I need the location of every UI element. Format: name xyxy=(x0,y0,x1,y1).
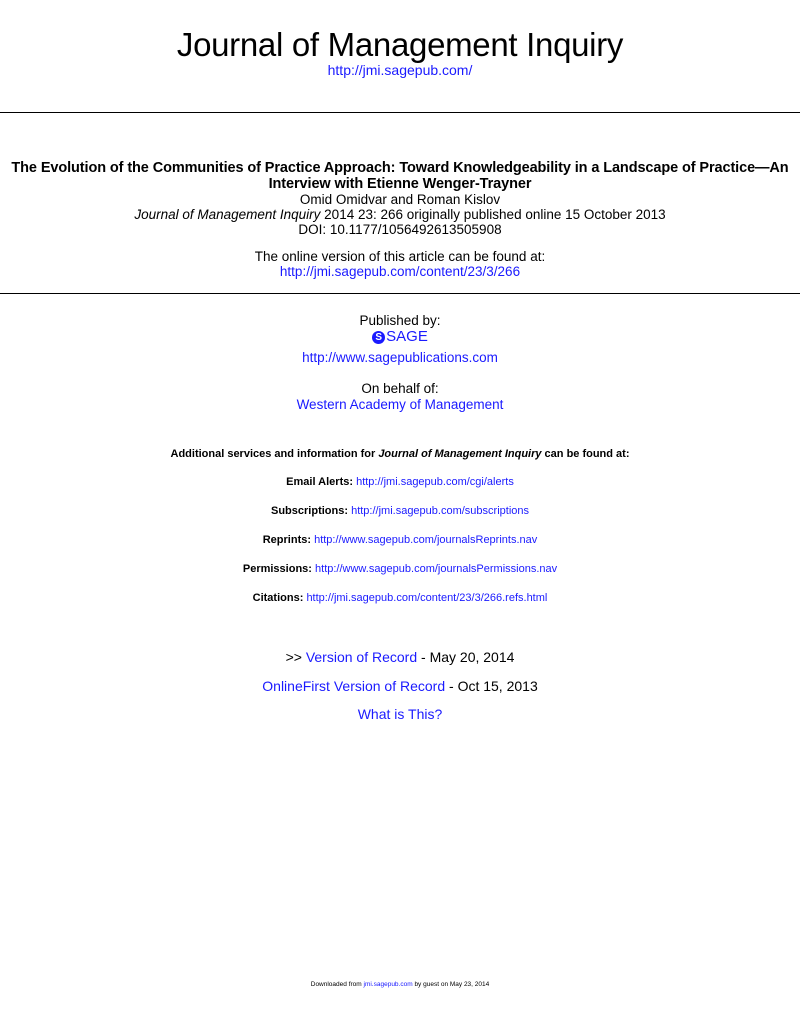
published-by-label: Published by: xyxy=(359,313,441,328)
what-is-this-link[interactable]: What is This? xyxy=(357,706,443,722)
permissions-link[interactable]: http://www.sagepub.com/journalsPermissions.nav xyxy=(315,563,558,575)
journal-title: Journal of Management Inquiry xyxy=(176,26,624,63)
citations-link[interactable]: http://jmi.sagepub.com/content/23/3/266.refs.html xyxy=(306,592,548,604)
service-row-permissions xyxy=(0,563,800,576)
service-label: Reprints: xyxy=(262,534,312,546)
footer-site-link[interactable]: jmi.sagepub.com xyxy=(363,981,413,988)
publisher-url-link[interactable]: http://www.sagepublications.com xyxy=(302,350,498,365)
onlinefirst-version-date: - Oct 15, 2013 xyxy=(445,678,538,694)
services-intro-pre: Additional services and information for xyxy=(170,448,379,460)
article-doi: DOI: 10.1177/1056492613505908 xyxy=(298,222,502,237)
online-version-row xyxy=(0,264,800,279)
journal-url-row xyxy=(0,62,800,78)
online-version-link[interactable]: http://jmi.sagepub.com/content/23/3/266 xyxy=(279,264,521,279)
on-behalf-row xyxy=(0,397,800,412)
download-footer xyxy=(0,981,800,989)
service-row-email-alerts xyxy=(0,476,800,489)
service-row-reprints xyxy=(0,534,800,547)
service-label: Permissions: xyxy=(242,563,312,575)
service-label: Subscriptions: xyxy=(271,505,349,517)
publisher-url-row xyxy=(0,350,800,365)
version-prefix: >> xyxy=(285,649,306,665)
citation-details: 2014 23: 266 originally published online 15 October 2013 xyxy=(320,207,666,222)
article-title: The Evolution of the Communities of Practice Approach: Toward Knowledgeability in a Landscape of Practice—An Interview with Etienne Wenger-Trayner xyxy=(11,160,789,192)
subscriptions-link[interactable]: http://jmi.sagepub.com/subscriptions xyxy=(351,505,529,517)
citation-journal-name: Journal of Management Inquiry xyxy=(134,207,321,222)
reprints-link[interactable]: http://www.sagepub.com/journalsReprints.nav xyxy=(314,534,538,546)
footer-pre: Downloaded from xyxy=(310,981,364,988)
sage-logo-icon: S xyxy=(372,331,385,344)
article-citation xyxy=(0,207,800,222)
middle-divider xyxy=(0,293,800,294)
what-is-this-row xyxy=(0,706,800,722)
services-intro-journal: Journal of Management Inquiry xyxy=(378,448,542,460)
onlinefirst-version-link[interactable]: OnlineFirst Version of Record xyxy=(262,678,446,694)
online-version-label: The online version of this article can be found at: xyxy=(254,249,546,264)
version-of-record-row xyxy=(0,649,800,665)
services-intro xyxy=(0,448,800,461)
service-label: Email Alerts: xyxy=(286,476,354,488)
version-of-record-date: - May 20, 2014 xyxy=(417,649,515,665)
service-row-subscriptions xyxy=(0,505,800,518)
service-row-citations xyxy=(0,592,800,605)
on-behalf-label: On behalf of: xyxy=(361,381,439,396)
sage-logo[interactable] xyxy=(0,328,800,346)
journal-url-link[interactable]: http://jmi.sagepub.com/ xyxy=(327,62,473,78)
onlinefirst-version-row xyxy=(0,678,800,694)
on-behalf-org-link[interactable]: Western Academy of Management xyxy=(296,397,504,412)
footer-post: by guest on May 23, 2014 xyxy=(412,981,490,988)
article-authors: Omid Omidvar and Roman Kislov xyxy=(299,192,501,207)
service-label: Citations: xyxy=(252,592,304,604)
top-divider xyxy=(0,112,800,113)
services-intro-post: can be found at: xyxy=(541,448,630,460)
version-of-record-link[interactable]: Version of Record xyxy=(305,649,418,665)
email-alerts-link[interactable]: http://jmi.sagepub.com/cgi/alerts xyxy=(356,476,514,488)
sage-logo-text: SAGE xyxy=(386,328,428,345)
